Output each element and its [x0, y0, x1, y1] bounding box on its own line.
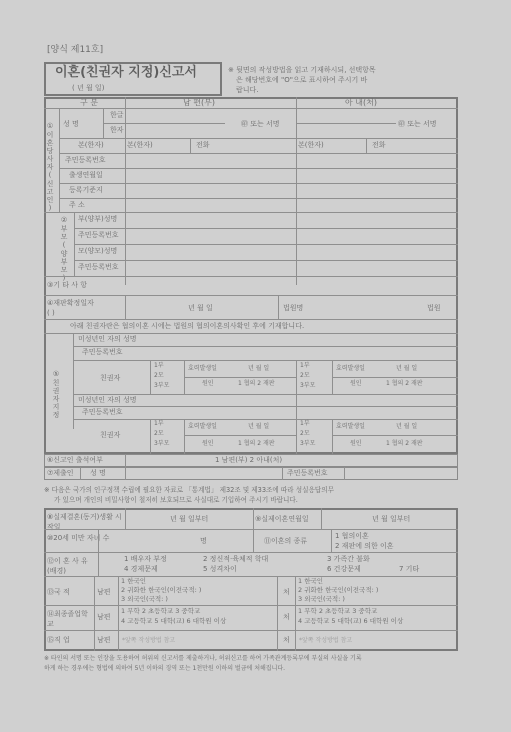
stat-note-2: 가 있으며 개인의 비밀사항이 철저히 보호되므로 사실대로 기입하여 주시기 바랍니다. [54, 496, 298, 504]
g2-father: 1부 [300, 420, 310, 427]
hanja-label: 한자 [110, 126, 124, 134]
sec12-opt-6: 6 건강문제 [327, 565, 361, 573]
sec7-name: 성 명 [90, 469, 106, 477]
guardian-label: 친권자 [100, 431, 121, 439]
col-husband: 남 편(부) [183, 98, 215, 107]
p2-ymd: 년 월 일 [396, 365, 418, 372]
g2-ymd: 년 월 일 [396, 423, 418, 430]
col-gubun: 구 분 [80, 98, 98, 107]
g2-cause-opts: 1 협의 2 재판 [386, 440, 423, 447]
sec3-label: ③기 타 사 항 [47, 281, 87, 289]
sec2-label: ②부모(양부모) [60, 216, 68, 283]
nat-w-opt-1: 1 한국인 [298, 577, 324, 585]
sec1-label: ①이혼당사자(신고인) [46, 122, 54, 213]
g1-mother: 2모 [154, 430, 164, 437]
g2-mother: 2모 [300, 430, 310, 437]
sec12-opt-5: 5 성격차이 [203, 565, 237, 573]
edu-h-opt-2: 4 고등학교 5 대학(교) 6 대학원 이상 [121, 617, 227, 625]
job-wife: 처 [283, 636, 290, 644]
col-wife: 아 내(처) [345, 98, 377, 107]
sec14-label: ⑭최종졸업학교 [47, 610, 88, 628]
nat-w-opt-2: 2 귀화한 한국인(이전국적: ) [298, 586, 379, 594]
sec7-rrn: 주민등록번호 [287, 469, 328, 477]
footer-note-1: ※ 타인의 서명 또는 인장을 도용하여 허위의 신고서를 제출하거나, 허위신고를 하여 가족관계등록부에 부실의 사실을 기록 [44, 655, 362, 662]
edu-husband: 남편 [97, 613, 111, 621]
nat-h-opt-1: 1 한국인 [121, 577, 147, 585]
job-h-hint: *앞쪽 작성방법 참고 [122, 637, 176, 644]
p1-cause: 원인 [202, 380, 214, 387]
instruction-line-2: 은 해당번호에 "O"으로 표시하여 주시기 바 [236, 76, 368, 84]
father-label: 부(양부)성명 [78, 215, 118, 223]
edu-wife: 처 [283, 613, 290, 621]
form-number: [양식 제11호] [47, 45, 104, 55]
husband-sign: ㊞ 또는 서명 [241, 120, 280, 128]
sec6-opts: 1 남편(부) 2 아내(처) [215, 456, 283, 464]
sec8-date: 년 월 일부터 [170, 515, 209, 523]
sec12-opt-7: 7 기타 [399, 565, 420, 573]
p1-father: 1부 [154, 362, 164, 369]
p2-cause-opts: 1 협의 2 재판 [386, 380, 423, 387]
parental-1: 친권자 [100, 374, 121, 382]
sec8-label: ⑧실제결혼(동거)생활 시작일 [47, 513, 122, 531]
sec12-label: ⑫이 혼 사 유(배경) [47, 557, 88, 575]
form-title: 이혼(친권자 지정)신고서 [55, 65, 197, 80]
sec11-label: ⑪이혼의 종류 [264, 537, 308, 545]
p2-eff-date: 효력발생일 [336, 365, 365, 372]
father-rrn-label: 주민등록번호 [78, 231, 119, 239]
sec12-opt-3: 3 가족간 불화 [327, 555, 370, 563]
sec7-label: ⑦제출인 [47, 469, 74, 477]
sec12-opt-1: 1 배우자 부정 [124, 555, 167, 563]
husband-bon: 본(한자) [127, 141, 153, 149]
nat-husband: 남편 [97, 588, 111, 596]
name-label: 성 명 [63, 120, 79, 128]
edu-w-opt-2: 4 고등학교 5 대학(교) 6 대학원 이상 [298, 617, 404, 625]
wife-sign: ㊞ 또는 서명 [398, 120, 437, 128]
g1-ymd: 년 월 일 [248, 423, 270, 430]
sec11-opt-1: 1 협의이혼 [335, 532, 369, 540]
g1-both: 3부모 [154, 440, 170, 447]
minor-rrn-1: 주민등록번호 [82, 348, 123, 356]
sec9-date: 년 월 일부터 [372, 515, 411, 523]
p2-both: 3부모 [300, 382, 316, 389]
rrn-label: 주민등록번호 [65, 156, 106, 164]
sec12-opt-4: 4 경제문제 [124, 565, 158, 573]
g2-cause: 원인 [350, 440, 362, 447]
p2-mother: 2모 [300, 372, 310, 379]
birth-label: 출생연월일 [69, 171, 103, 179]
sec13-label: ⑬국 적 [47, 588, 70, 596]
footer-note-2: 하게 하는 경우에는 형법에 의하여 5년 이하의 징역 또는 1천만원 이하의 벌금에 처해집니다. [44, 665, 286, 672]
date-line: ( 년 월 일) [72, 84, 105, 92]
agree-note: 아래 친권자란은 협의이혼 시에는 법원의 협의이혼의사확인 후에 기재합니다. [70, 322, 305, 330]
sec12-opt-2: 2 정신적·육체적 학대 [203, 555, 269, 563]
sec6-label: ⑥신고인 출석여부 [47, 456, 103, 464]
sec10-unit: 명 [200, 537, 207, 545]
sec4-label: ④재판확정일자 [47, 299, 94, 307]
job-husband: 남편 [97, 636, 111, 644]
edu-w-opt-1: 1 무학 2 초등학교 3 중학교 [298, 607, 378, 615]
minor-rrn-2: 주민등록번호 [82, 408, 123, 416]
nat-wife: 처 [283, 588, 290, 596]
nat-w-opt-3: 3 외국인(국적: ) [298, 595, 345, 603]
stat-note-1: ※ 다음은 국가의 인구정책 수립에 필요한 자료로 「통계법」 제32조 및 제33조에 따라 성실응답의무 [44, 486, 334, 494]
edu-h-opt-1: 1 무학 2 초등학교 3 중학교 [121, 607, 201, 615]
sec5-label: ⑤친권자지정 [52, 370, 60, 419]
p2-cause: 원인 [350, 380, 362, 387]
g1-cause-opts: 1 협의 2 재판 [238, 440, 275, 447]
wife-bon: 본(한자) [298, 141, 324, 149]
minor-name-1: 미성년인 자의 성명 [78, 335, 137, 343]
minor-name-2: 미성년인 자의 성명 [78, 396, 137, 404]
husband-phone: 전화 [196, 141, 210, 149]
p1-both: 3부모 [154, 382, 170, 389]
court-label: 법원명 [283, 304, 304, 312]
nat-h-opt-3: 3 외국인(국적: ) [121, 595, 168, 603]
mother-rrn-label: 주민등록번호 [78, 263, 119, 271]
mother-label: 모(양모)성명 [78, 247, 118, 255]
g2-eff-date: 효력발생일 [336, 423, 365, 430]
bon-label: 본(한자) [78, 141, 104, 149]
wife-phone: 전화 [372, 141, 386, 149]
g2-both: 3부모 [300, 440, 316, 447]
job-w-hint: *앞쪽 작성방법 참고 [299, 637, 353, 644]
p2-father: 1부 [300, 362, 310, 369]
address-label: 주 소 [69, 201, 85, 209]
p1-mother: 2모 [154, 372, 164, 379]
nat-h-opt-2: 2 귀화한 한국인(이전국적: ) [121, 586, 202, 594]
hangul-label: 한글 [110, 111, 124, 119]
sec4-paren: ( ) [47, 309, 55, 317]
sec11-opt-2: 2 재판에 의한 이혼 [335, 542, 394, 550]
g1-cause: 원인 [202, 440, 214, 447]
p1-eff-date: 효력발생일 [188, 365, 217, 372]
instruction-line-3: 랍니다. [236, 86, 259, 94]
sec4-date: 년 월 일 [188, 304, 213, 312]
p1-cause-opts: 1 협의 2 재판 [238, 380, 275, 387]
p1-ymd: 년 월 일 [248, 365, 270, 372]
court-suffix: 법원 [427, 304, 441, 312]
sec10-label: ⑩20세 미만 자녀 수 [47, 534, 110, 542]
sec7-row [44, 467, 458, 480]
g1-eff-date: 효력발생일 [188, 423, 217, 430]
reg-base-label: 등록기준지 [69, 186, 103, 194]
instruction-line-1: ※ 뒷면의 작성방법을 읽고 기재하시되, 선택항목 [228, 66, 376, 74]
sec15-label: ⑮직 업 [47, 636, 70, 644]
sec9-label: ⑨실제이혼연월일 [255, 515, 309, 523]
g1-father: 1부 [154, 420, 164, 427]
